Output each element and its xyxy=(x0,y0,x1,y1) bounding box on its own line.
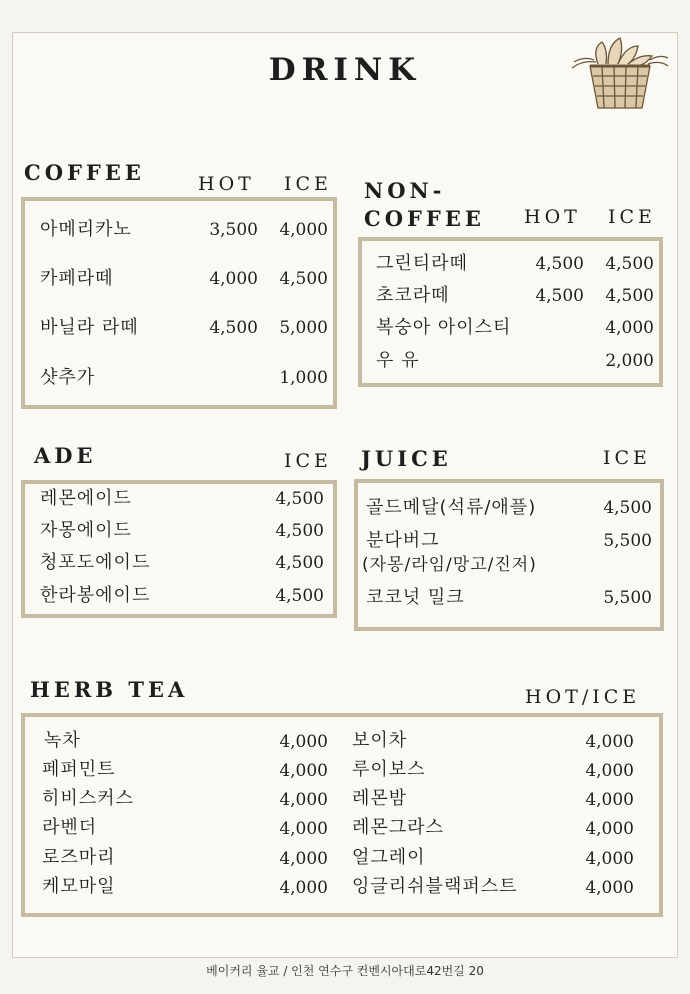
coffee-item-ice-price: 1,000 xyxy=(279,368,328,388)
coffee-item-ice-price: 5,000 xyxy=(279,318,328,338)
herb-right-item-price: 4,000 xyxy=(585,849,634,869)
herb-left-item-price: 4,000 xyxy=(279,761,328,781)
coffee-item-name: 카페라떼 xyxy=(40,268,114,289)
noncoffee-item-name: 우 유 xyxy=(376,350,420,371)
ade-ice-header: ICE xyxy=(284,450,332,472)
coffee-item-hot-price: 3,500 xyxy=(209,220,258,240)
ade-item-name: 자몽에이드 xyxy=(40,520,132,541)
ade-item-price: 4,500 xyxy=(275,553,324,573)
juice-item-subtitle: (자몽/라임/망고/진저) xyxy=(362,555,537,575)
ade-item-price: 4,500 xyxy=(275,586,324,606)
coffee-item-name: 샷추가 xyxy=(40,367,96,388)
herb-left-item-price: 4,000 xyxy=(279,878,328,898)
juice-item-name: 골드메달(석류/애플) xyxy=(366,497,537,518)
juice-item-price: 4,500 xyxy=(603,498,652,518)
ade-item-price: 4,500 xyxy=(275,521,324,541)
ade-item-name: 청포도에이드 xyxy=(40,552,151,573)
herb-right-item-price: 4,000 xyxy=(585,819,634,839)
coffee-heading: COFFEE xyxy=(24,160,145,185)
coffee-hot-header: HOT xyxy=(198,173,255,195)
herb-right-item-price: 4,000 xyxy=(585,790,634,810)
herb-left-item-price: 4,000 xyxy=(279,732,328,752)
juice-ice-header: ICE xyxy=(603,447,651,469)
coffee-item-ice-price: 4,500 xyxy=(279,269,328,289)
herb-right-item-name: 얼그레이 xyxy=(352,847,426,868)
coffee-item-name: 바닐라 라떼 xyxy=(40,317,139,338)
ade-heading: ADE xyxy=(34,443,97,468)
coffee-item-hot-price: 4,000 xyxy=(209,269,258,289)
noncoffee-item-name: 초코라떼 xyxy=(376,285,450,306)
herb-left-item-name: 녹차 xyxy=(44,730,81,751)
herb-left-item-name: 페퍼민트 xyxy=(42,759,116,780)
bread-basket-icon xyxy=(568,34,672,114)
noncoffee-item-name: 그린티라떼 xyxy=(376,253,468,274)
juice-heading: JUICE xyxy=(361,446,452,471)
herb-left-item-name: 케모마일 xyxy=(42,876,116,897)
noncoffee-heading-line2: COFFEE xyxy=(364,206,485,231)
noncoffee-hot-header: HOT xyxy=(524,206,581,228)
herb-left-item-price: 4,000 xyxy=(279,790,328,810)
herb-right-item-name: 레몬밤 xyxy=(352,788,408,809)
herb-right-item-price: 4,000 xyxy=(585,878,634,898)
noncoffee-item-ice-price: 4,500 xyxy=(605,286,654,306)
noncoffee-item-ice-price: 4,500 xyxy=(605,254,654,274)
noncoffee-item-hot-price: 4,500 xyxy=(535,254,584,274)
juice-item-name: 코코넛 밀크 xyxy=(366,587,465,608)
noncoffee-item-ice-price: 2,000 xyxy=(605,351,654,371)
herb-left-item-name: 로즈마리 xyxy=(42,847,116,868)
ade-item-name: 레몬에이드 xyxy=(40,488,132,509)
herb-left-item-price: 4,000 xyxy=(279,849,328,869)
noncoffee-item-ice-price: 4,000 xyxy=(605,318,654,338)
menu-title: DRINK xyxy=(268,52,422,88)
juice-item-price: 5,500 xyxy=(603,588,652,608)
herb-left-item-price: 4,000 xyxy=(279,819,328,839)
coffee-item-ice-price: 4,000 xyxy=(279,220,328,240)
noncoffee-heading-line1: NON- xyxy=(364,178,446,203)
herb-tea-heading: HERB TEA xyxy=(30,677,189,702)
coffee-ice-header: ICE xyxy=(284,173,332,195)
ade-item-price: 4,500 xyxy=(275,489,324,509)
noncoffee-item-hot-price: 4,500 xyxy=(535,286,584,306)
coffee-item-hot-price: 4,500 xyxy=(209,318,258,338)
herb-right-item-price: 4,000 xyxy=(585,732,634,752)
store-address-footer: 베이커리 율교 / 인천 연수구 컨벤시아대로42번길 20 xyxy=(206,964,484,978)
herb-right-item-name: 루이보스 xyxy=(352,759,426,780)
herb-hotice-header: HOT/ICE xyxy=(525,686,641,708)
herb-left-item-name: 히비스커스 xyxy=(42,788,134,809)
ade-item-name: 한라봉에이드 xyxy=(40,585,151,606)
herb-right-item-name: 잉글리쉬블랙퍼스트 xyxy=(352,876,518,897)
herb-right-item-name: 보이차 xyxy=(352,730,408,751)
herb-left-item-name: 라벤더 xyxy=(42,817,98,838)
juice-item-price: 5,500 xyxy=(603,531,652,551)
coffee-item-name: 아메리카노 xyxy=(40,219,132,240)
noncoffee-ice-header: ICE xyxy=(608,206,656,228)
juice-item-name: 분다버그 xyxy=(366,530,440,551)
herb-right-item-price: 4,000 xyxy=(585,761,634,781)
herb-tea-box xyxy=(21,713,663,917)
noncoffee-item-name: 복숭아 아이스티 xyxy=(376,317,512,338)
herb-right-item-name: 레몬그라스 xyxy=(352,817,444,838)
